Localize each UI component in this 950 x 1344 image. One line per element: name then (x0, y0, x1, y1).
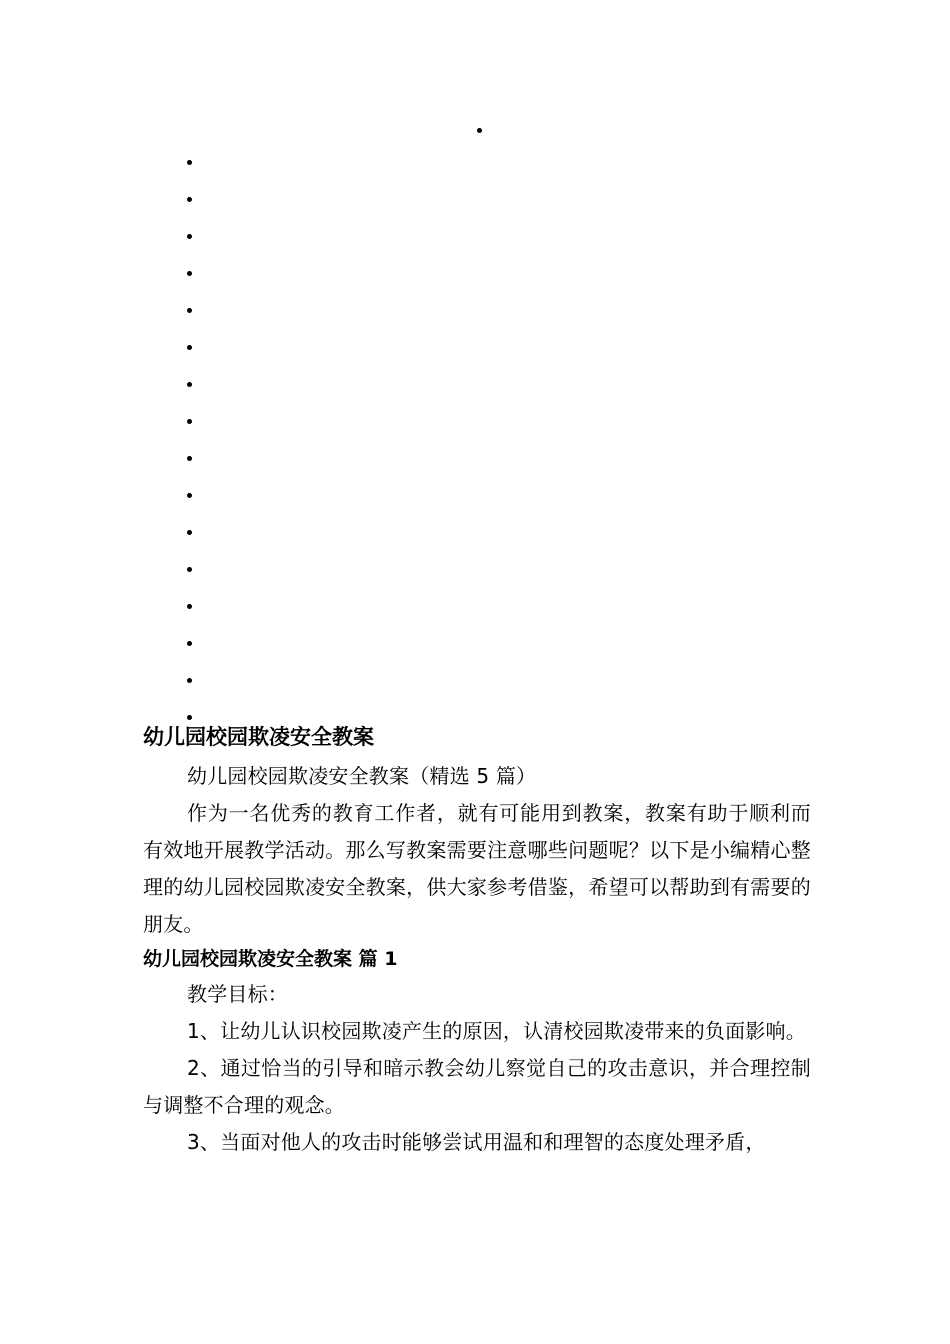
bullet-marker (187, 493, 192, 498)
document-title: 幼儿园校园欺凌安全教案 (143, 725, 374, 749)
bullet-marker (187, 271, 192, 276)
bullet-marker (187, 234, 192, 239)
bullet-marker (187, 604, 192, 609)
bullet-marker (187, 308, 192, 313)
goal-item: 3、当面对他人的攻击时能够尝试用温和和理智的态度处理矛盾， (187, 1130, 766, 1154)
section-label: 教学目标： (187, 982, 288, 1006)
bullet-marker (187, 197, 192, 202)
bullet-marker (187, 456, 192, 461)
goal-item: 1、让幼儿认识校园欺凌产生的原因，认清校园欺凌带来的负面影响。 (187, 1019, 806, 1043)
goal-item: 2、通过恰当的引导和暗示教会幼儿察觉自己的攻击意识，并合理控制与调整不合理的观念。 (143, 1056, 811, 1117)
bullet-marker (187, 678, 192, 683)
document-subtitle: 幼儿园校园欺凌安全教案（精选 5 篇） (187, 764, 537, 788)
bullet-marker (187, 382, 192, 387)
bullet-marker (187, 567, 192, 572)
intro-paragraph: 作为一名优秀的教育工作者，就有可能用到教案，教案有助于顺利而有效地开展教学活动。那么写教案需要注意哪些问题呢？以下是小编精心整理的幼儿园校园欺凌安全教案，供大家参考借鉴，希望可以帮助到有需要的朋友。 (143, 801, 811, 936)
bullet-marker (187, 641, 192, 646)
bullet-marker (187, 160, 192, 165)
bullet-marker (187, 715, 192, 720)
bullet-marker (187, 419, 192, 424)
bullet-marker (187, 345, 192, 350)
bullet-marker (477, 128, 482, 133)
bullet-marker (187, 530, 192, 535)
empty-bullet-list (187, 160, 193, 752)
section-heading: 幼儿园校园欺凌安全教案 篇 1 (143, 948, 398, 970)
document-body (143, 722, 811, 1161)
